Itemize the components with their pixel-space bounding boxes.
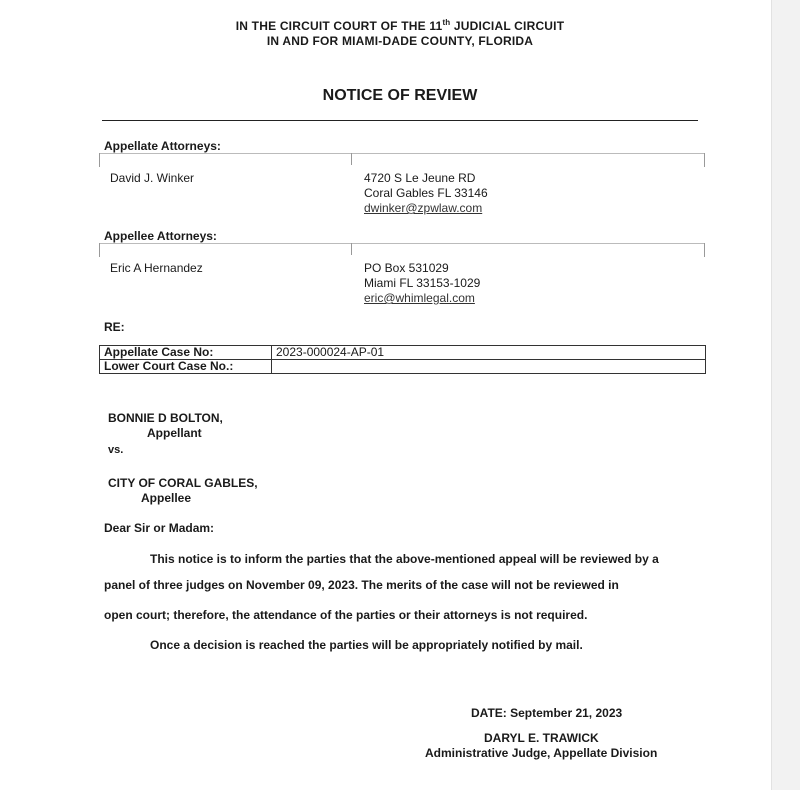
appellee-attorney-address2: Miami FL 33153-1029 [364, 276, 481, 290]
appellate-attorney-address2: Coral Gables FL 33146 [364, 186, 488, 200]
salutation: Dear Sir or Madam: [104, 521, 215, 535]
appellee-role: Appellee [141, 491, 192, 505]
signer-name: DARYL E. TRAWICK [484, 731, 599, 745]
lower-court-case-value [272, 360, 706, 374]
appellate-case-label: Appellate Case No: [100, 346, 272, 360]
re-label: RE: [104, 320, 125, 334]
appellate-attorney-address1: 4720 S Le Jeune RD [364, 171, 476, 185]
appellee-attorneys-label: Appellee Attorneys: [104, 229, 217, 243]
appellate-case-value: 2023-000024-AP-01 [272, 346, 706, 360]
appellate-attorney-name: David J. Winker [110, 171, 195, 185]
table-row [100, 346, 706, 360]
appellant-role: Appellant [147, 426, 202, 440]
document-title: NOTICE OF REVIEW [322, 87, 478, 104]
case-number-table [99, 345, 706, 374]
appellant-name: BONNIE D BOLTON, [108, 411, 223, 425]
signer-title: Administrative Judge, Appellate Division [425, 746, 658, 760]
court-heading-line1: IN THE CIRCUIT COURT OF THE 11th JUDICIAL CIRCUIT [235, 18, 565, 33]
lower-court-case-label: Lower Court Case No.: [100, 360, 272, 374]
appellee-name: CITY OF CORAL GABLES, [108, 476, 258, 490]
appellee-attorney-email[interactable]: eric@whimlegal.com [364, 291, 475, 305]
title-divider [102, 120, 698, 121]
paragraph1-line3: open court; therefore, the attendance of the parties or their attorneys is not required. [104, 608, 588, 622]
page-edge [771, 0, 800, 790]
appellee-attorney-row-frame [99, 243, 705, 257]
paragraph1-line1: This notice is to inform the parties that the above-mentioned appeal will be reviewed by a [150, 552, 659, 566]
court-heading-line2: IN AND FOR MIAMI-DADE COUNTY, FLORIDA [266, 34, 534, 48]
appellee-attorney-address1: PO Box 531029 [364, 261, 449, 275]
versus: vs. [108, 444, 124, 456]
signature-date: DATE: September 21, 2023 [471, 706, 623, 720]
appellate-attorney-email[interactable]: dwinker@zpwlaw.com [364, 201, 483, 215]
paragraph1-line2: panel of three judges on November 09, 2023. The merits of the case will not be reviewed in [104, 578, 619, 592]
appellate-attorneys-label: Appellate Attorneys: [104, 139, 221, 153]
appellate-attorney-row-frame [99, 153, 705, 167]
appellee-attorney-name: Eric A Hernandez [110, 261, 203, 275]
paragraph2: Once a decision is reached the parties will be appropriately notified by mail. [150, 638, 583, 652]
table-row [100, 360, 706, 374]
